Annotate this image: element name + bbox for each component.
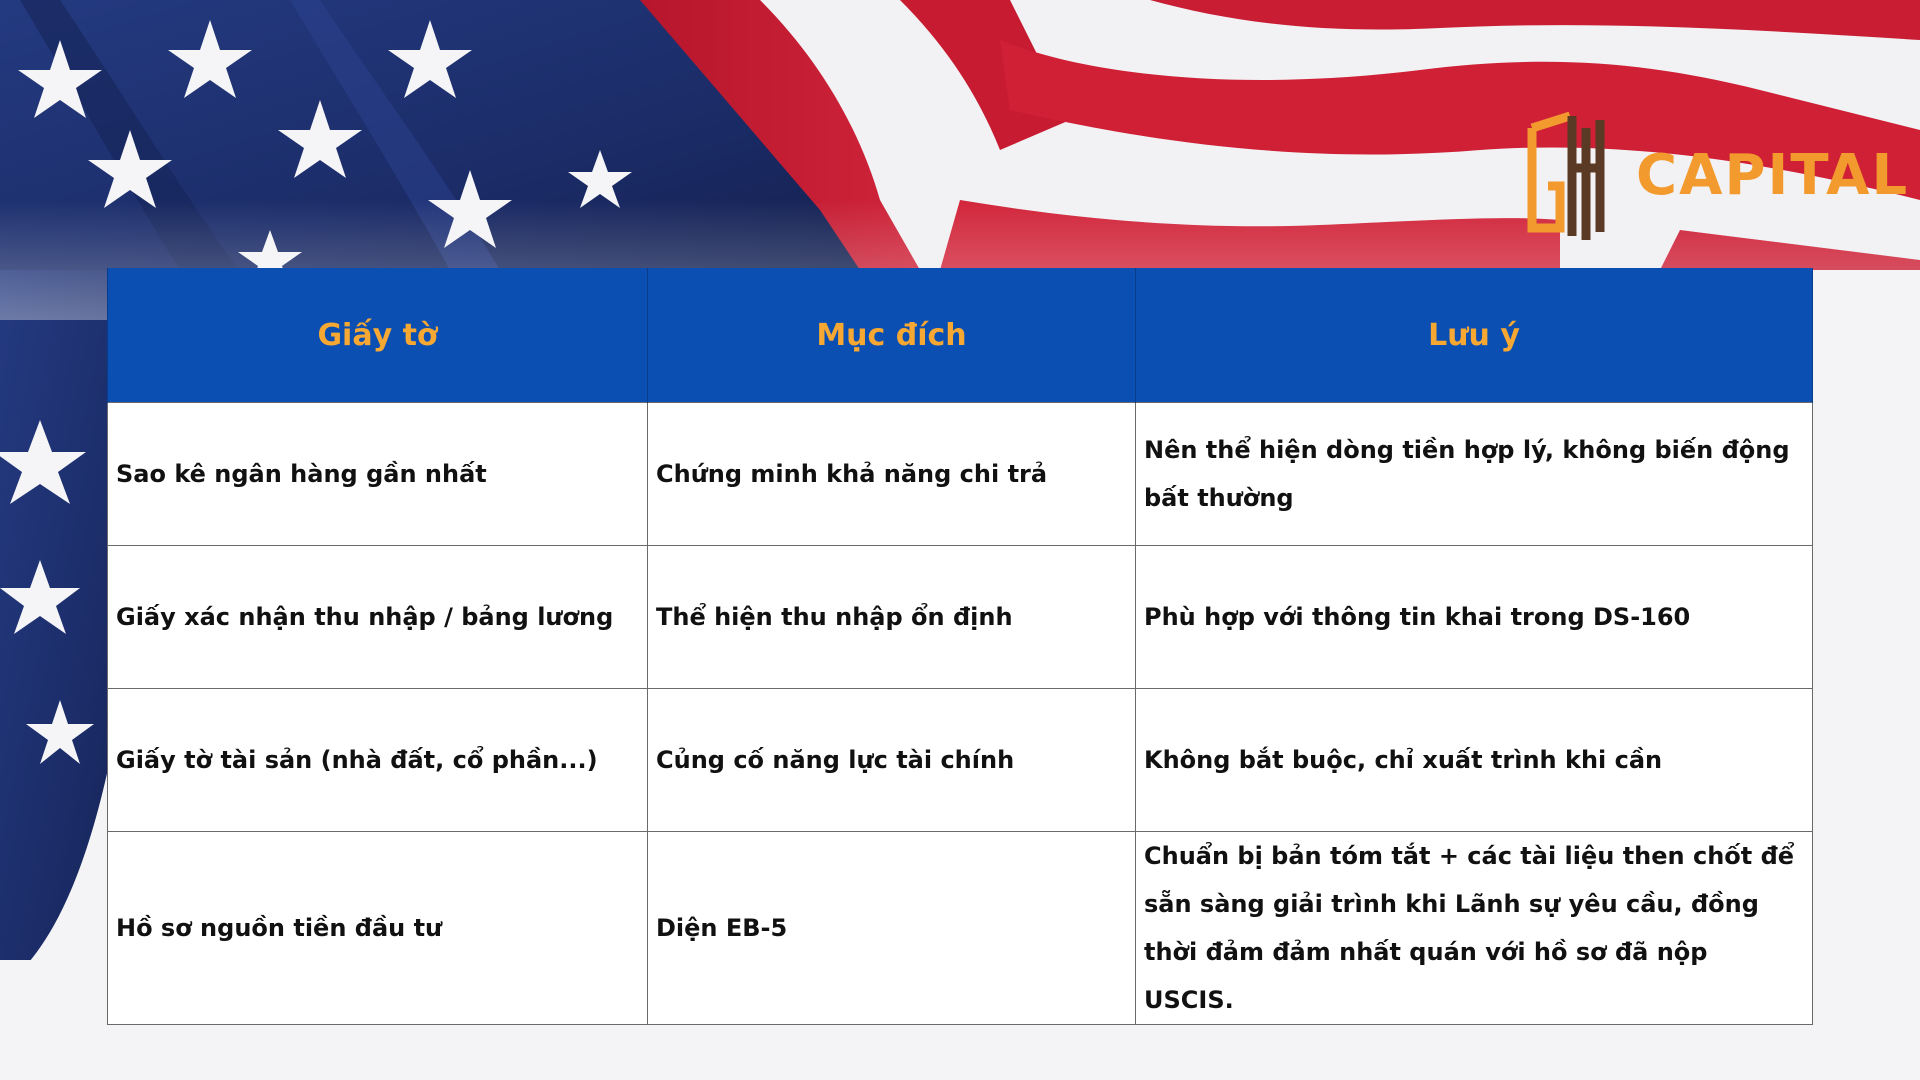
cell-document: Giấy xác nhận thu nhập / bảng lương xyxy=(108,546,648,689)
cell-note: Nên thể hiện dòng tiền hợp lý, không biến động bất thường xyxy=(1136,403,1813,546)
cell-note: Chuẩn bị bản tóm tắt + các tài liệu then chốt để sẵn sàng giải trình khi Lãnh sự yêu cầu, đồng thời đảm đảm nhất quán với hồ sơ đã nộp USCIS. xyxy=(1136,832,1813,1025)
header-notes: Lưu ý xyxy=(1136,268,1813,403)
cell-note: Không bắt buộc, chỉ xuất trình khi cần xyxy=(1136,689,1813,832)
cell-purpose: Chứng minh khả năng chi trả xyxy=(648,403,1136,546)
cell-document: Giấy tờ tài sản (nhà đất, cổ phần...) xyxy=(108,689,648,832)
table-header-row xyxy=(108,268,1813,403)
documents-table xyxy=(107,268,1813,1025)
table-row xyxy=(108,689,1813,832)
company-logo xyxy=(1512,108,1910,248)
brand-name: CAPITAL xyxy=(1636,143,1910,208)
cell-document: Hồ sơ nguồn tiền đầu tư xyxy=(108,832,648,1025)
cell-purpose: Thể hiện thu nhập ổn định xyxy=(648,546,1136,689)
cell-purpose: Diện EB-5 xyxy=(648,832,1136,1025)
table-row xyxy=(108,546,1813,689)
header-documents: Giấy tờ xyxy=(108,268,648,403)
table-row xyxy=(108,403,1813,546)
cell-note: Phù hợp với thông tin khai trong DS-160 xyxy=(1136,546,1813,689)
cell-purpose: Củng cố năng lực tài chính xyxy=(648,689,1136,832)
header-purpose: Mục đích xyxy=(648,268,1136,403)
gia-monogram-icon xyxy=(1512,108,1620,248)
table-row xyxy=(108,832,1813,1025)
cell-document: Sao kê ngân hàng gần nhất xyxy=(108,403,648,546)
